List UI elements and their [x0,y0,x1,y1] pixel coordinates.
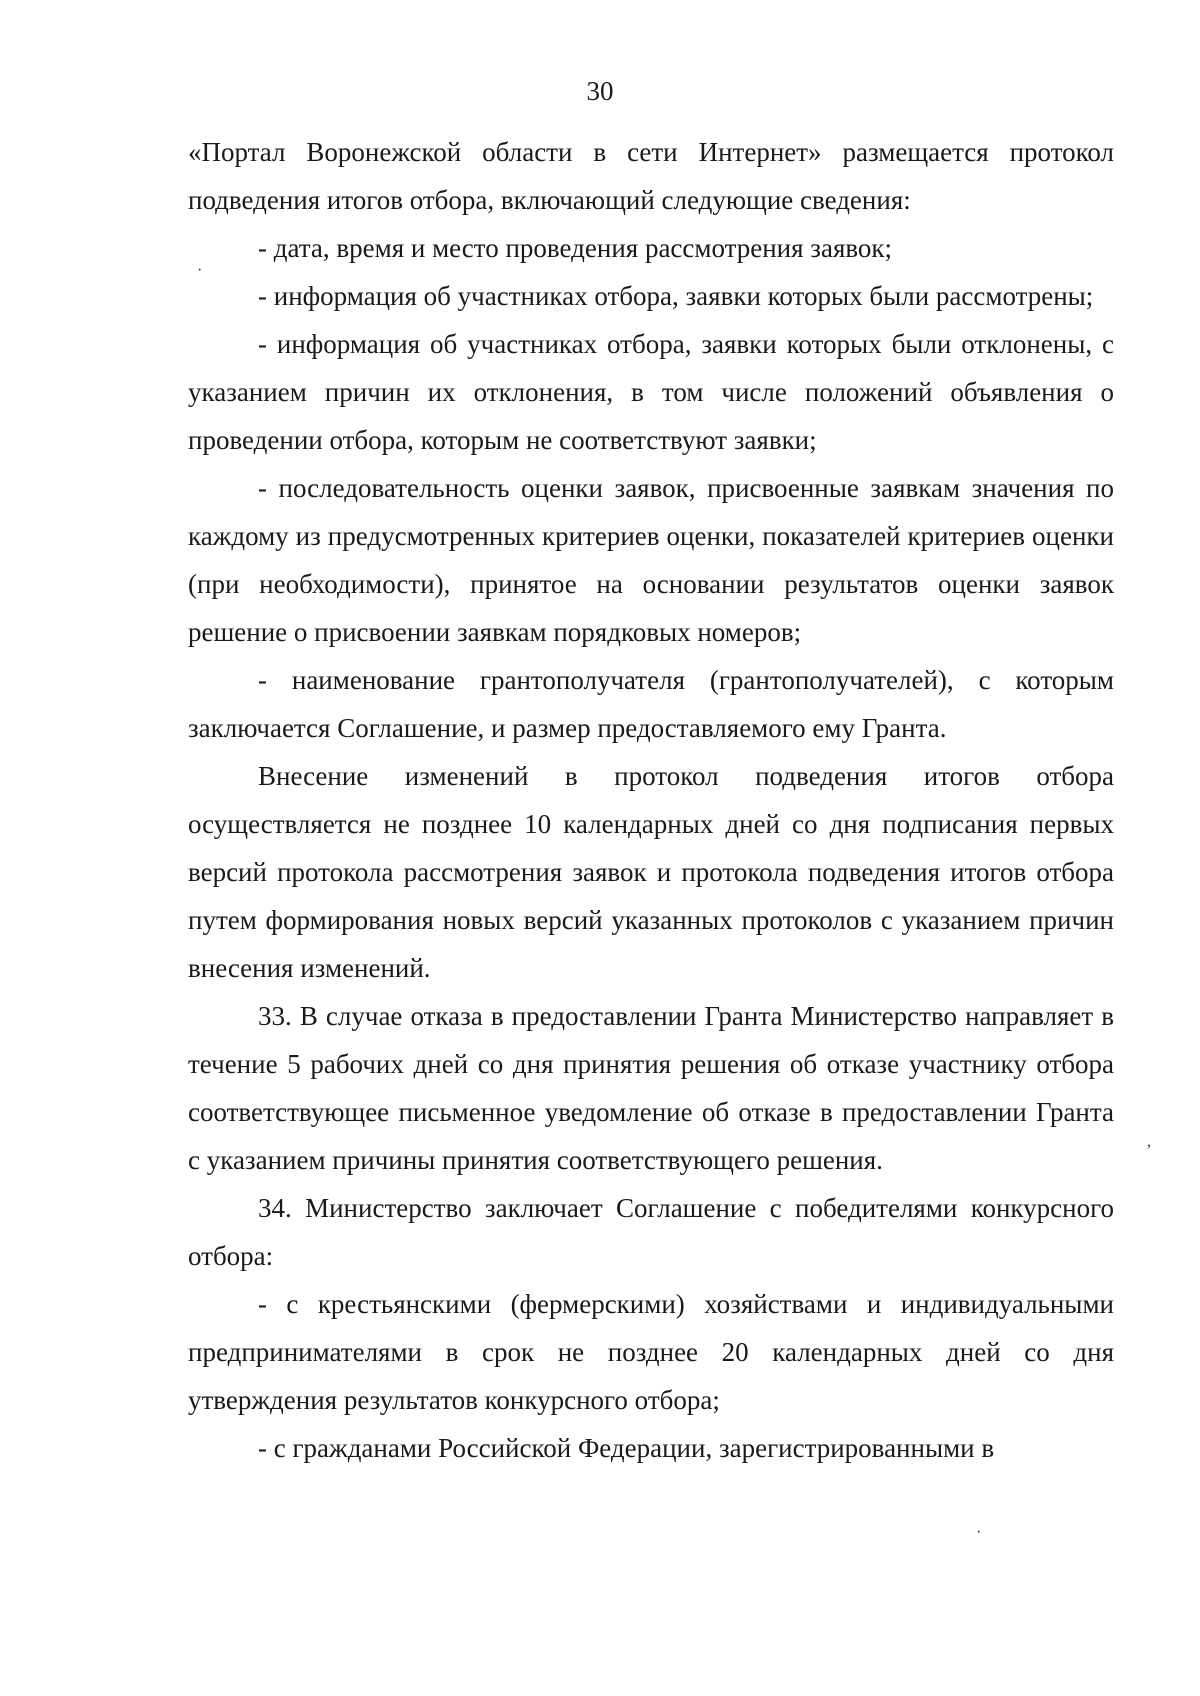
page-number: 30 [586,76,614,106]
scan-speck: · [976,1524,982,1541]
list-item-evaluation-sequence: - последовательность оценки заявок, присвоенные заявкам значения по каждому из предусмотренных критериев оценки, показателей критериев оценки (при необходимости), принятое на основании результатов оценки заявок решение о присвоении заявкам порядковых номеров; [188,473,1114,647]
paragraph-portal-protocol: «Портал Воронежской области в сети Интернет» размещается протокол подведения итогов отбора, включающий следующие сведения: [188,137,1114,215]
paragraph-clause-34: 34. Министерство заключает Соглашение с победителями конкурсного отбора: [188,1193,1114,1271]
document-body [188,128,1114,1472]
list-item-farm-households: - с крестьянскими (фермерскими) хозяйствами и индивидуальными предпринимателями в срок не позднее 20 календарных дней со дня утверждения результатов конкурсного отбора; [188,1289,1114,1415]
scan-speck: , [1147,1133,1151,1150]
paragraph-protocol-changes: Внесение изменений в протокол подведения итогов отбора осуществляется не позднее 10 календарных дней со дня подписания первых версий протокола рассмотрения заявок и протокола подведения итогов отбора путем формирования новых версий указанных протоколов с указанием причин внесения изменений. [188,761,1114,983]
list-item-considered-participants: - информация об участниках отбора, заявки которых были рассмотрены; [258,281,1094,311]
list-item-grant-recipient: - наименование грантополучателя (грантополучателей), с которым заключается Соглашение, и размер предоставляемого ему Гранта. [188,665,1114,743]
list-item-rejected-participants: - информация об участниках отбора, заявки которых были отклонены, с указанием причин их отклонения, в том числе положений объявления о проведении отбора, которым не соответствуют заявки; [188,329,1114,455]
scan-speck: · [197,262,203,279]
list-item-citizens: - с гражданами Российской Федерации, зарегистрированными в [258,1433,995,1463]
paragraph-clause-33: 33. В случае отказа в предоставлении Гранта Министерство направляет в течение 5 рабочих дней со дня принятия решения об отказе участнику отбора соответствующее письменное уведомление об отказе в предоставлении Гранта с указанием причины принятия соответствующего решения. [188,1001,1114,1175]
list-item-date-time-place: - дата, время и место проведения рассмотрения заявок; [258,233,893,263]
